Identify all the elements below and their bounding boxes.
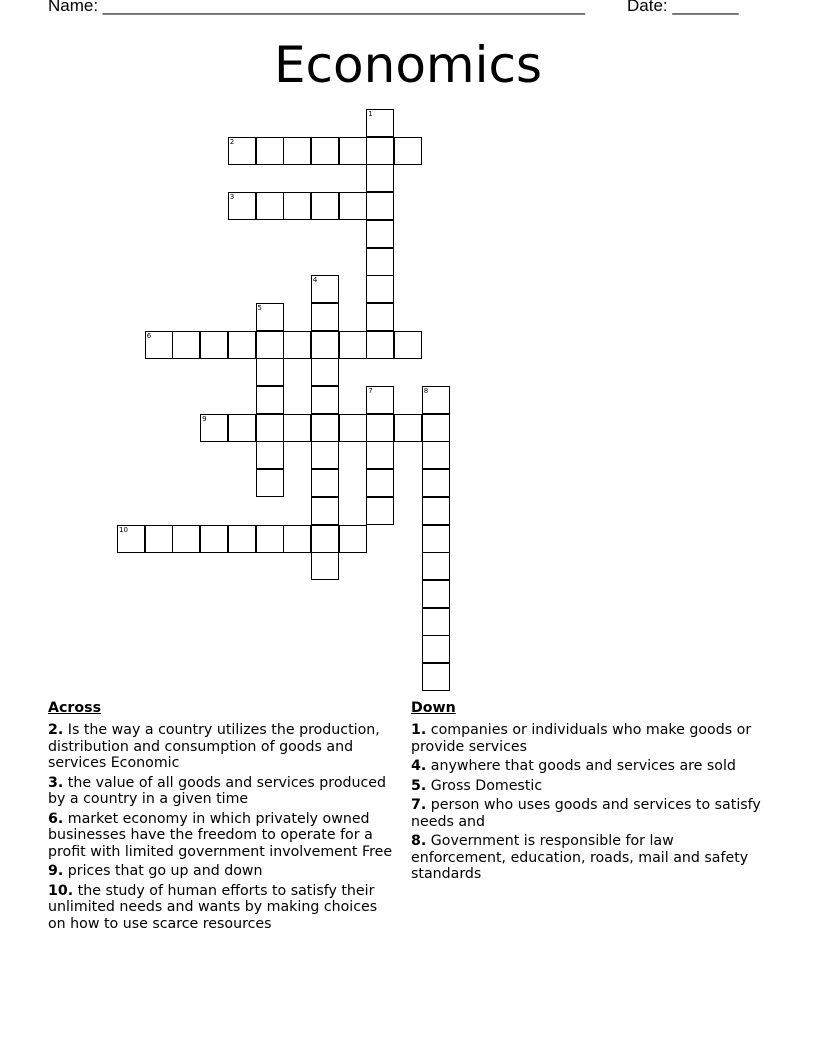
clue-number: 1.: [411, 722, 427, 738]
crossword-cell[interactable]: [366, 137, 394, 165]
crossword-cell[interactable]: [311, 331, 339, 359]
crossword-cell[interactable]: [145, 331, 173, 359]
clue-item: [48, 811, 398, 861]
crossword-cell[interactable]: [366, 220, 394, 248]
clue-item: [48, 863, 398, 880]
name-field: Name: ___________________________________________________: [48, 0, 585, 15]
crossword-cell[interactable]: [422, 635, 450, 663]
cell-number: 10: [119, 525, 128, 534]
date-field: Date: _______: [627, 0, 739, 15]
crossword-cell[interactable]: [256, 525, 284, 553]
crossword-cell[interactable]: [339, 525, 367, 553]
clue-item: [411, 797, 761, 830]
crossword-cell[interactable]: [366, 192, 394, 220]
crossword-cell[interactable]: [256, 441, 284, 469]
crossword-cell[interactable]: [339, 192, 367, 220]
crossword-cell[interactable]: [256, 192, 284, 220]
clue-number: 7.: [411, 797, 427, 813]
crossword-cell[interactable]: [394, 414, 422, 442]
crossword-cell[interactable]: [283, 331, 311, 359]
clue-text: the value of all goods and services produced by a country in a given time: [48, 774, 387, 807]
crossword-cell[interactable]: [311, 137, 339, 165]
page-title: Economics: [273, 36, 543, 94]
crossword-cell[interactable]: [311, 552, 339, 580]
crossword-cell[interactable]: [283, 525, 311, 553]
cell-number: 4: [312, 276, 318, 285]
crossword-cell[interactable]: [422, 608, 450, 636]
crossword-cell[interactable]: [366, 386, 394, 414]
crossword-cell[interactable]: [422, 441, 450, 469]
crossword-cell[interactable]: [311, 414, 339, 442]
down-heading: Down: [411, 700, 456, 716]
crossword-cell[interactable]: [256, 331, 284, 359]
crossword-cell[interactable]: [311, 303, 339, 331]
crossword-cell[interactable]: [256, 386, 284, 414]
crossword-cell[interactable]: [339, 137, 367, 165]
across-clues: [48, 700, 398, 935]
crossword-cell[interactable]: [228, 525, 256, 553]
clue-number: 2.: [48, 722, 64, 738]
clue-number: 9.: [48, 863, 64, 879]
crossword-cell[interactable]: [228, 192, 256, 220]
crossword-cell[interactable]: [311, 275, 339, 303]
crossword-cell[interactable]: [256, 358, 284, 386]
clue-item: [48, 775, 398, 808]
crossword-cell[interactable]: [366, 469, 394, 497]
across-heading: Across: [48, 700, 102, 716]
crossword-cell[interactable]: [283, 192, 311, 220]
clue-text: person who uses goods and services to satisfy needs and: [411, 797, 761, 830]
crossword-cell[interactable]: [311, 192, 339, 220]
clue-item: [48, 722, 398, 772]
cell-number: 8: [423, 387, 429, 395]
crossword-cell[interactable]: [366, 441, 394, 469]
clue-item: [411, 778, 761, 795]
crossword-cell[interactable]: [200, 331, 228, 359]
crossword-cell[interactable]: [366, 497, 394, 525]
clue-item: [48, 883, 398, 933]
cell-number: 5: [257, 303, 262, 312]
crossword-cell[interactable]: [394, 137, 422, 165]
cell-number: 2: [229, 137, 235, 146]
crossword-cell[interactable]: [366, 303, 394, 331]
crossword-cell[interactable]: [200, 414, 228, 442]
crossword-cell[interactable]: [422, 552, 450, 580]
crossword-cell[interactable]: [256, 137, 284, 165]
clue-text: Gross Domestic: [430, 777, 543, 794]
crossword-cell[interactable]: [172, 525, 200, 553]
crossword-cell[interactable]: [228, 137, 256, 165]
cell-number: 1: [368, 110, 373, 118]
crossword-cell[interactable]: [422, 414, 450, 442]
clue-text: prices that go up and down: [67, 863, 263, 879]
clue-number: 5.: [411, 777, 427, 794]
clue-item: [411, 758, 761, 775]
crossword-cell[interactable]: [366, 164, 394, 192]
crossword-cell[interactable]: [422, 386, 450, 414]
clue-number: 3.: [48, 774, 64, 791]
clue-number: 6.: [48, 810, 64, 827]
crossword-cell[interactable]: [422, 663, 450, 691]
crossword-cell[interactable]: [256, 469, 284, 497]
crossword-cell[interactable]: [228, 331, 256, 359]
cell-number: 3: [229, 193, 235, 202]
clue-text: anywhere that goods and services are sold: [430, 758, 736, 774]
crossword-cell[interactable]: [172, 331, 200, 359]
clue-text: Government is responsible for law enforcement, education, roads, mail and safety standards: [411, 833, 749, 882]
crossword-cell[interactable]: [422, 580, 450, 608]
crossword-cell[interactable]: [366, 109, 394, 137]
crossword-cell[interactable]: [228, 414, 256, 442]
crossword-cell[interactable]: [366, 414, 394, 442]
crossword-cell[interactable]: [200, 525, 228, 553]
clue-item: [411, 722, 761, 755]
crossword-cell[interactable]: [283, 414, 311, 442]
clue-item: [411, 833, 761, 883]
down-clues: [411, 700, 761, 886]
clue-text: Is the way a country utilizes the production, distribution and consumption of goods and services Economic: [48, 722, 380, 771]
crossword-cell[interactable]: [339, 414, 367, 442]
cell-number: 6: [146, 331, 152, 340]
clue-text: market economy in which privately owned businesses have the freedom to operate for a profit with limited government involvement Free: [48, 810, 393, 860]
crossword-cell[interactable]: [311, 358, 339, 386]
crossword-cell[interactable]: [311, 469, 339, 497]
crossword-cell[interactable]: [394, 331, 422, 359]
crossword-cell[interactable]: [256, 414, 284, 442]
crossword-cell[interactable]: [311, 497, 339, 525]
crossword-cell[interactable]: [311, 441, 339, 469]
crossword-cell[interactable]: [366, 248, 394, 276]
clue-text: companies or individuals who make goods or provide services: [411, 722, 752, 755]
crossword-cell[interactable]: [145, 525, 173, 553]
crossword-cell[interactable]: [311, 525, 339, 553]
crossword-cell[interactable]: [256, 303, 284, 331]
crossword-cell[interactable]: [366, 275, 394, 303]
clue-number: 8.: [411, 833, 427, 849]
crossword-cell[interactable]: [422, 497, 450, 525]
crossword-cell[interactable]: [339, 331, 367, 359]
crossword-cell[interactable]: [422, 525, 450, 553]
clue-number: 4.: [411, 758, 427, 774]
crossword-cell[interactable]: [117, 525, 145, 553]
crossword-cell[interactable]: [366, 331, 394, 359]
crossword-cell[interactable]: [422, 469, 450, 497]
crossword-cell[interactable]: [311, 386, 339, 414]
clue-number: 10.: [48, 882, 74, 899]
crossword-cell[interactable]: [283, 137, 311, 165]
cell-number: 7: [368, 387, 373, 395]
clue-text: the study of human efforts to satisfy their unlimited needs and wants by making choices on how to use scarce resources: [48, 882, 378, 932]
cell-number: 9: [202, 414, 207, 423]
